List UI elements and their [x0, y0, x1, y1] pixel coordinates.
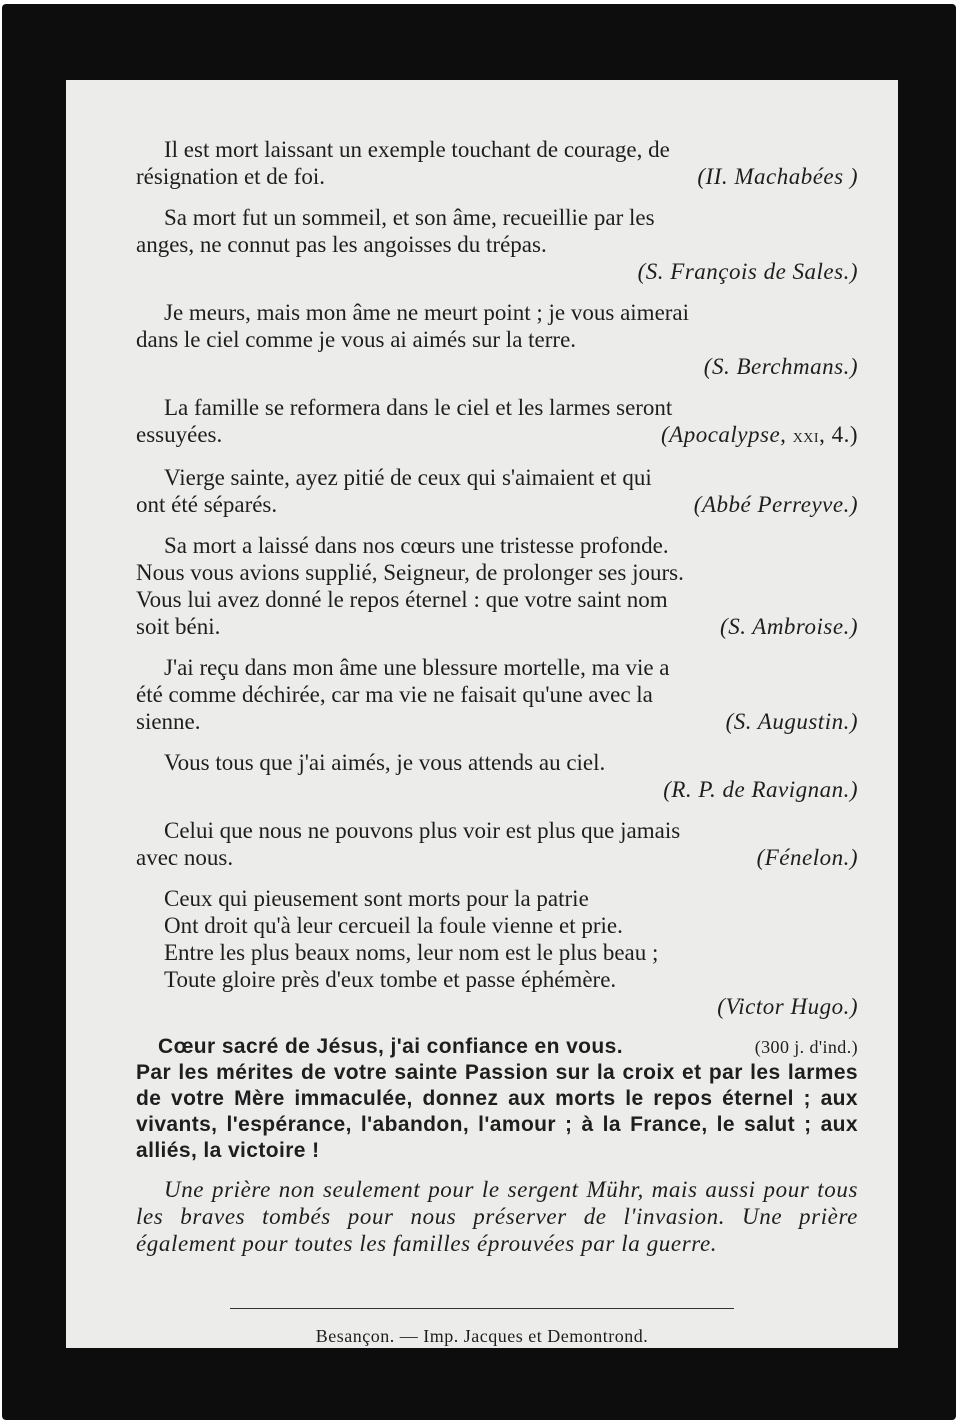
quote-3 — [136, 299, 858, 380]
quote-line: Je meurs, mais mon âme ne meurt point ; je vous aimerai — [164, 300, 690, 325]
quote-source-chapter: xxi — [792, 425, 820, 447]
quote-line: dans le ciel comme je vous ai aimés sur la terre. — [136, 327, 577, 352]
quote-line: été comme déchirée, car ma vie ne faisait qu'une avec la — [136, 682, 653, 707]
quote-source: (R. P. de Ravignan.) — [663, 777, 858, 802]
quote-source: (Abbé Perreyve.) — [693, 492, 858, 517]
quote-6 — [136, 532, 858, 640]
quote-1 — [136, 136, 858, 190]
quote-source: (S. François de Sales.) — [637, 259, 858, 284]
poem-line: Ont droit qu'à leur cercueil la foule vienne et prie. — [164, 913, 623, 938]
mourning-card-border — [2, 4, 956, 1420]
quote-source: (S. Ambroise.) — [720, 614, 858, 639]
quote-line: résignation et de foi. — [136, 164, 326, 189]
quote-source — [661, 421, 858, 450]
quote-line: Vous tous que j'ai aimés, je vous attends au ciel. — [164, 750, 606, 775]
quote-line: J'ai reçu dans mon âme une blessure mortelle, ma vie a — [164, 655, 670, 680]
poem-line: Toute gloire près d'eux tombe et passe éphémère. — [164, 967, 617, 992]
quote-2 — [136, 204, 858, 285]
quote-source-work: (Apocalypse, — [661, 422, 787, 447]
quote-7 — [136, 654, 858, 735]
card-paper — [66, 80, 898, 1348]
quote-line: avec nous. — [136, 845, 234, 870]
quote-4 — [136, 394, 858, 450]
quote-line: Sa mort fut un sommeil, et son âme, recueillie par les — [164, 205, 655, 230]
poem — [136, 885, 858, 1020]
quote-source-verse: , 4.) — [819, 422, 858, 447]
prayer-text: Par les mérites de votre sainte Passion sur la croix et par les larmes de votre Mère immaculée, donnez aux morts le repos éternel ; aux vivants, l'espérance, l'abandon, l'amour ; à la France, le salut ; aux alliés, la victoire ! — [136, 1061, 858, 1162]
quote-line: ont été séparés. — [136, 492, 278, 517]
quote-line: Sa mort a laissé dans nos cœurs une tristesse profonde. — [164, 533, 669, 558]
quote-5 — [136, 464, 858, 518]
printer-imprint: Besançon. — Imp. Jacques et Demontrond. — [315, 1326, 649, 1346]
divider-rule — [230, 1308, 734, 1309]
quote-line: Vous lui avez donné le repos éternel : que votre saint nom — [136, 587, 668, 612]
quote-line: Vierge sainte, ayez pitié de ceux qui s'aimaient et qui — [164, 465, 652, 490]
prayer-request-note: Une prière non seulement pour le sergent Mühr, mais aussi pour tous les braves tombés pour nous préserver de l'invasion. Une prière également pour toutes les familles éprouvées par la guerre. — [136, 1177, 858, 1256]
quote-line: anges, ne connut pas les angoisses du trépas. — [136, 232, 547, 257]
prayer-invocation: Cœur sacré de Jésus, j'ai confiance en vous. — [158, 1035, 623, 1058]
quote-line: Il est mort laissant un exemple touchant de courage, de — [164, 137, 670, 162]
poem-line: Ceux qui pieusement sont morts pour la patrie — [164, 886, 589, 911]
poem-line: Entre les plus beaux noms, leur nom est le plus beau ; — [164, 940, 659, 965]
quote-line: La famille se reformera dans le ciel et les larmes seront — [164, 395, 673, 420]
quote-line: soit béni. — [136, 614, 221, 639]
quote-9 — [136, 817, 858, 871]
card-text — [136, 136, 858, 1257]
quote-line: Celui que nous ne pouvons plus voir est plus que jamais — [164, 818, 681, 843]
quote-source: (S. Augustin.) — [725, 709, 858, 734]
quote-line: Nous vous avions supplié, Seigneur, de prolonger ses jours. — [136, 560, 684, 585]
quote-8 — [136, 749, 858, 803]
quote-line: sienne. — [136, 709, 201, 734]
quote-source: (S. Berchmans.) — [703, 354, 858, 379]
quote-line: essuyées. — [136, 422, 223, 447]
indulgence-note: (300 j. d'ind.) — [754, 1037, 858, 1057]
quote-source: (II. Machabées ) — [697, 164, 858, 189]
prayer — [136, 1034, 858, 1164]
quote-source: (Fénelon.) — [756, 845, 858, 870]
poem-source: (Victor Hugo.) — [717, 994, 858, 1019]
